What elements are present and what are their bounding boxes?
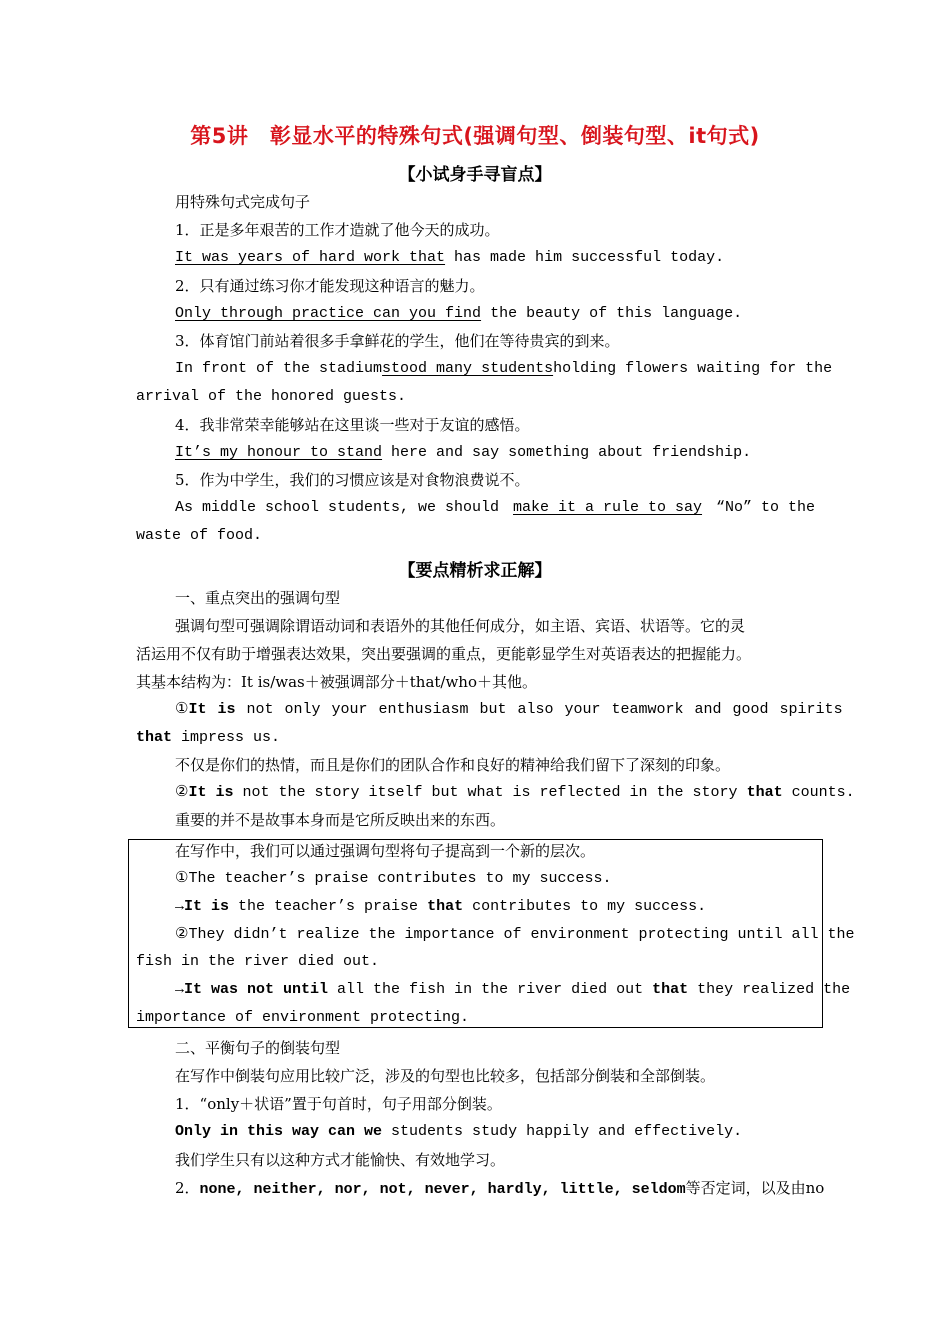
q5-english [175, 498, 815, 518]
rule1-example-translation: 我们学生只有以这种方式才能愉快、有效地学习。 [175, 1151, 506, 1169]
rule2-number: 2． [175, 1179, 200, 1197]
q5-rest: “No” to the [715, 499, 815, 516]
example1-emphasis-that: that [136, 729, 173, 746]
example2-emphasis-start: It is [188, 784, 234, 801]
rule2 [175, 1178, 824, 1200]
q1-chinese: 1．正是多年艰苦的工作才造就了他今天的成功。 [175, 221, 500, 239]
rule1-text: “only＋状语”置于句首时，句子用部分倒装。 [199, 1095, 502, 1113]
rule1 [175, 1094, 502, 1114]
example1-number: ① [175, 701, 189, 718]
lesson-title: 第5讲 彰显水平的特殊句式(强调句型、倒装句型、it句式) [190, 124, 760, 148]
box-s1-emphasis-that: that [427, 898, 464, 915]
example2-emphasis-that: that [746, 784, 783, 801]
q1-answer: It was years of hard work that [175, 249, 446, 266]
rule1-example [175, 1122, 742, 1142]
q4-chinese: 4．我非常荣幸能够站在这里谈一些对于友谊的感悟。 [175, 416, 530, 434]
part1-paragraph-line1: 强调句型可强调除谓语动词和表语外的其他任何成分，如主语、宾语、状语等。它的灵 [175, 617, 746, 635]
q3-rest: holding flowers waiting for the [553, 360, 833, 377]
intro-line: 用特殊句式完成句子 [175, 193, 311, 211]
example1-rest: impress us. [172, 729, 281, 746]
box-s1-emphasis-start: It is [184, 898, 230, 915]
section-heading-practice: 【小试身手寻盲点】 [398, 165, 552, 185]
example1-line2 [136, 728, 280, 748]
part1-heading: 一、重点突出的强调句型 [175, 589, 341, 607]
q4-rest: here and say something about friendship. [382, 444, 752, 461]
arrow-icon: → [175, 981, 185, 998]
part2-heading: 二、平衡句子的倒装句型 [175, 1039, 341, 1057]
q5-pre: As middle school students, we should [175, 499, 500, 516]
box-s2-middle: all the fish in the river died out [328, 981, 653, 998]
q4-english [175, 443, 751, 463]
q5-continuation: waste of food. [136, 527, 263, 544]
rule1-example-inverted: Only in this way can we [175, 1123, 383, 1140]
q3-continuation: arrival of the honored guests. [136, 388, 407, 405]
q2-chinese: 2．只有通过练习你才能发现这种语言的魅力。 [175, 277, 485, 295]
q3-english [175, 359, 833, 379]
box-intro: 在写作中，我们可以通过强调句型将句子提高到一个新的层次。 [175, 842, 596, 860]
box-s2-emphasis-that: that [652, 981, 689, 998]
example1-translation: 不仅是你们的热情，而且是你们的团队合作和良好的精神给我们留下了深刻的印象。 [175, 756, 731, 774]
rule2-negatives: none, neither, nor, not, never, hardly, little, seldom [199, 1181, 686, 1198]
example2-translation: 重要的并不是故事本身而是它所反映出来的东西。 [175, 811, 506, 829]
example1-emphasis-start: It is [188, 701, 236, 718]
part2-paragraph: 在写作中倒装句应用比较广泛，涉及的句型也比较多，包括部分倒装和全部倒装。 [175, 1067, 716, 1085]
box-s1-middle: the teacher’s praise [229, 898, 428, 915]
section-heading-analysis: 【要点精析求正解】 [398, 561, 552, 581]
example2-middle: not the story itself but what is reflected in the story [233, 784, 747, 801]
rule2-rest: 等否定词，以及由no [685, 1179, 825, 1197]
box-sentence1-rewrite [175, 897, 706, 917]
box-sentence1: ①The teacher’s praise contributes to my success. [175, 870, 612, 887]
q1-english [175, 248, 724, 268]
box-sentence2: ②They didn’t realize the importance of environment protecting until all the [175, 926, 855, 943]
part1-paragraph-line2: 活运用不仅有助于增强表达效果，突出要强调的重点，更能彰显学生对英语表达的把握能力。 [136, 645, 752, 663]
box-s1-rest: contributes to my success. [463, 898, 707, 915]
example2-rest: counts. [782, 784, 855, 801]
q1-rest: has made him successful today. [445, 249, 725, 266]
q5-chinese: 5．作为中学生，我们的习惯应该是对食物浪费说不。 [175, 471, 530, 489]
rule1-number: 1． [175, 1095, 200, 1113]
q3-pre: In front of the stadium [175, 360, 383, 377]
example2-line [175, 783, 855, 803]
q2-rest: the beauty of this language. [481, 305, 743, 322]
example1-line1 [175, 700, 843, 720]
example2-number: ② [175, 784, 189, 801]
rule1-example-rest: students study happily and effectively. [382, 1123, 743, 1140]
q2-answer: Only through practice can you find [175, 305, 482, 322]
q3-answer: stood many students [382, 360, 554, 377]
box-s2-emphasis-start: It was not until [184, 981, 329, 998]
part1-paragraph-line3: 其基本结构为：It is/was＋被强调部分＋that/who＋其他。 [136, 673, 537, 691]
arrow-icon: → [175, 898, 185, 915]
box-sentence2-rewrite-continuation: importance of environment protecting. [136, 1009, 470, 1026]
q5-answer: make it a rule to say [513, 499, 703, 516]
q2-english [175, 304, 742, 324]
box-sentence2-continuation: fish in the river died out. [136, 953, 380, 970]
box-sentence2-rewrite [175, 980, 850, 1000]
box-s2-rest: they realized the [688, 981, 851, 998]
q4-answer: It’s my honour to stand [175, 444, 383, 461]
example1-middle: not only your enthusiasm but also your teamwork and good spirits [235, 701, 843, 718]
q3-chinese: 3．体育馆门前站着很多手拿鲜花的学生，他们在等待贵宾的到来。 [175, 332, 620, 350]
